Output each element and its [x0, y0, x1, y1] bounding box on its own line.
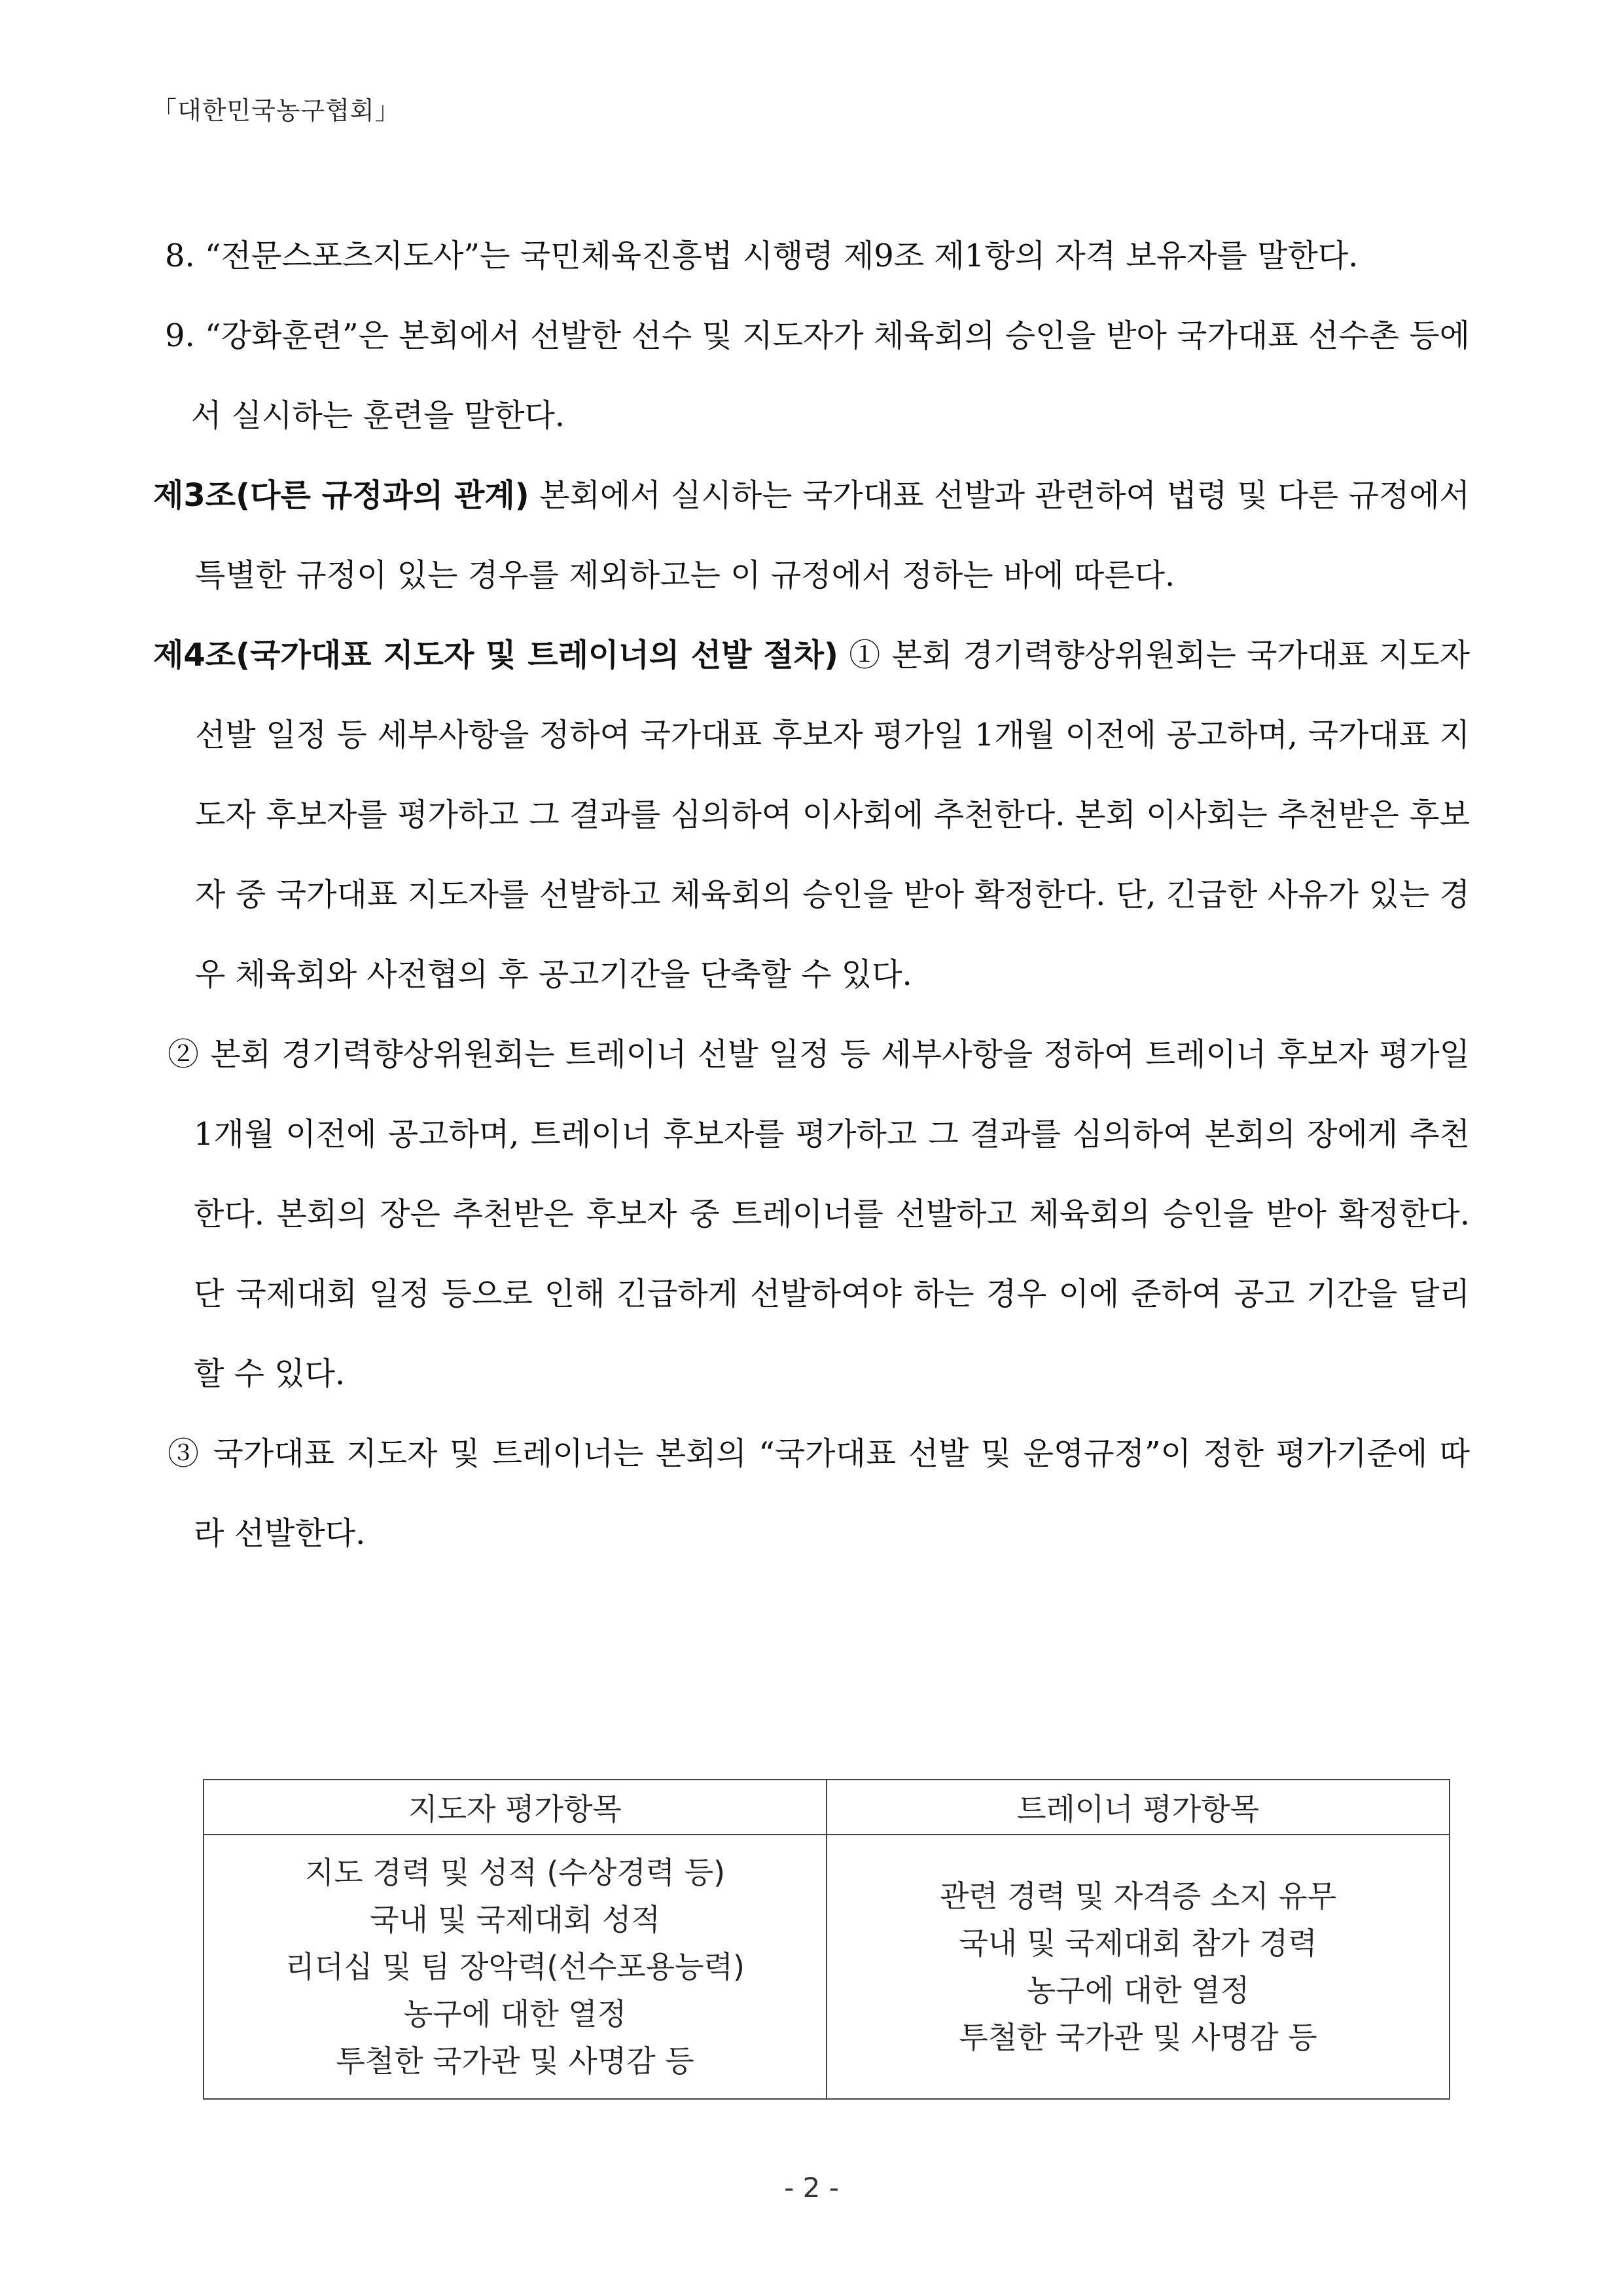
trainer-item: 국내 및 국제대회 참가 경력	[959, 1926, 1317, 1961]
document-header: 「대한민국농구협회」	[152, 96, 401, 125]
article-3	[153, 456, 1470, 615]
article-4-paragraph-1: ① 본회 경기력향상위원회는 국가대표 지도자 선발 일정 등 세부사항을 정하여 국가대표 후보자 평가일 1개월 이전에 공고하며, 국가대표 지도자 후보자를 평가하고 그 결과를 심의하여 이사회에 추천한다. 본회 이사회는 추천받은 후보자 중 국가대표 지도자를 선발하고 체육회의 승인을 받아 확정한다. 단, 긴급한 사유가 있는 경우 체육회와 사전협의 후 공고기간을 단축할 수 있다.	[195, 637, 1470, 993]
coach-item: 지도 경력 및 성적 (수상경력 등)	[304, 1855, 726, 1890]
page-number: - 2 -	[784, 2172, 839, 2204]
trainer-item: 투철한 국가관 및 사명감 등	[959, 2020, 1317, 2055]
document-body	[153, 216, 1470, 1573]
trainer-evaluation-header: 트레이너 평가항목	[827, 1780, 1450, 1835]
definition-item-9: 9. “강화훈련”은 본회에서 선발한 선수 및 지도자가 체육회의 승인을 받아 국가대표 선수촌 등에서 실시하는 훈련을 말한다.	[165, 317, 1470, 434]
definition-item-8: 8. “전문스포츠지도사”는 국민체육진흥법 시행령 제9조 제1항의 자격 보유자를 말한다.	[165, 238, 1359, 274]
article-3-title: 제3조(다른 규정과의 관계)	[153, 477, 529, 514]
trainer-item: 관련 경력 및 자격증 소지 유무	[939, 1878, 1337, 1914]
coach-item: 국내 및 국제대회 성적	[370, 1902, 660, 1937]
coach-evaluation-header: 지도자 평가항목	[204, 1780, 827, 1835]
trainer-evaluation-cell	[827, 1835, 1450, 2099]
coach-item: 농구에 대한 열정	[403, 1996, 627, 2032]
trainer-item: 농구에 대한 열정	[1026, 1973, 1250, 2008]
article-4	[153, 615, 1470, 1014]
article-3-text: 본회에서 실시하는 국가대표 선발과 관련하여 법령 및 다른 규정에서 특별한 규정이 있는 경우를 제외하고는 이 규정에서 정하는 바에 따른다.	[195, 477, 1470, 594]
article-4-title: 제4조(국가대표 지도자 및 트레이너의 선발 절차)	[153, 637, 838, 673]
coach-evaluation-cell	[204, 1835, 827, 2099]
evaluation-items-table	[203, 1779, 1450, 2100]
coach-item: 투철한 국가관 및 사명감 등	[336, 2043, 694, 2079]
article-4-paragraph-2: ② 본회 경기력향상위원회는 트레이너 선발 일정 등 세부사항을 정하여 트레이너 후보자 평가일 1개월 이전에 공고하며, 트레이너 후보자를 평가하고 그 결과를 심의하여 본회의 장에게 추천한다. 본회의 장은 추천받은 후보자 중 트레이너를 선발하고 체육회의 승인을 받아 확정한다. 단 국제대회 일정 등으로 인해 긴급하게 선발하여야 하는 경우 이에 준하여 공고 기간을 달리 할 수 있다.	[168, 1036, 1470, 1392]
article-4-paragraph-3: ③ 국가대표 지도자 및 트레이너는 본회의 “국가대표 선발 및 운영규정”이 정한 평가기준에 따라 선발한다.	[168, 1435, 1470, 1552]
coach-item: 리더십 및 팀 장악력(선수포용능력)	[285, 1949, 745, 1984]
